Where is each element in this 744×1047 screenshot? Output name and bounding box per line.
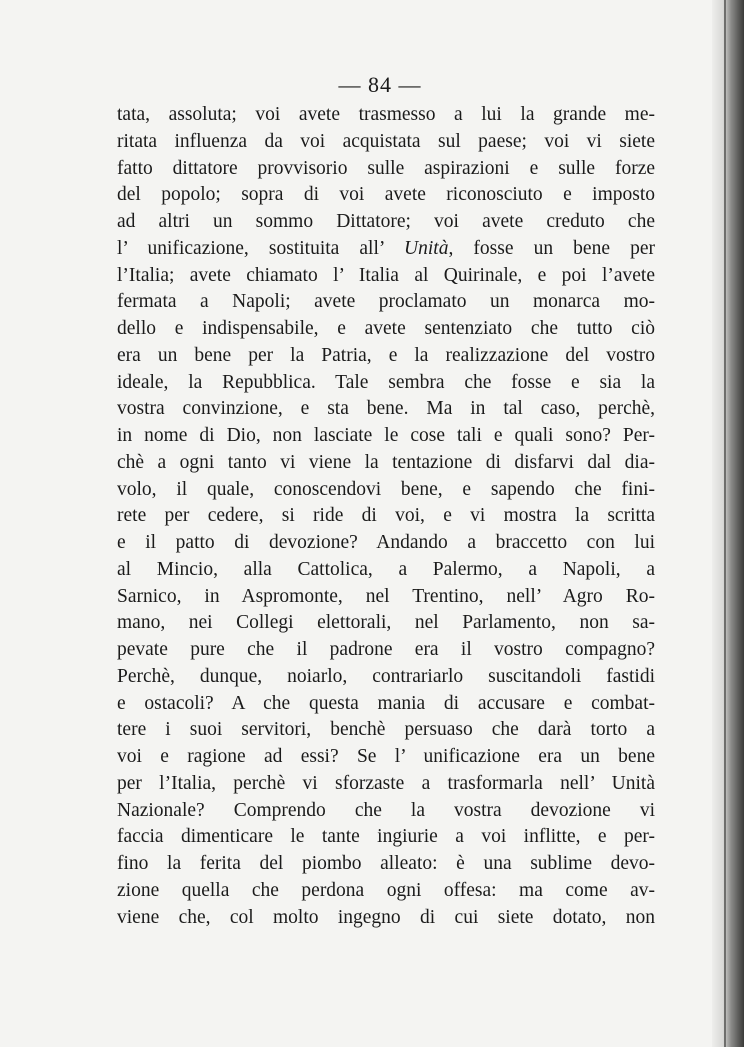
text-line — [117, 396, 655, 423]
text-line — [117, 343, 655, 370]
text-segment: Perchè, dunque, noiarlo, contrariarlo suscitandoli fastidi — [117, 665, 655, 687]
text-segment: tere i suoi servitori, benchè persuaso che darà torto a — [117, 719, 655, 741]
text-line — [117, 744, 655, 771]
text-line — [117, 798, 655, 825]
text-segment: fatto dittatore provvisorio sulle aspirazioni e sulle forze — [117, 157, 655, 179]
text-line — [117, 664, 655, 691]
text-segment: e il patto di devozione? Andando a braccetto con lui — [117, 532, 655, 553]
text-segment: al Mincio, alla Cattolica, a Palermo, a Napoli, a — [117, 558, 655, 580]
text-segment: tata, assoluta; voi avete trasmesso a lui la grande me- — [117, 104, 655, 125]
text-line — [117, 316, 655, 343]
text-line — [117, 477, 655, 504]
text-line — [117, 236, 655, 263]
text-line — [117, 450, 655, 477]
binding-line — [724, 0, 726, 1047]
text-line — [117, 905, 655, 932]
text-segment: rete per cedere, si ride di voi, e vi mostra la scritta — [117, 505, 655, 527]
text-line — [117, 129, 655, 156]
text-segment: Sarnico, in Aspromonte, nel Trentino, nell’ Agro Ro- — [117, 585, 655, 607]
text-line — [117, 824, 655, 851]
text-segment: ad altri un sommo Dittatore; voi avete creduto che — [117, 211, 655, 232]
text-segment: viene che, col molto ingegno di cui siete dotato, non — [117, 906, 655, 928]
page-edge — [712, 0, 744, 1047]
text-line — [117, 691, 655, 718]
text-line — [117, 263, 655, 290]
italic-word: Unità — [404, 237, 449, 259]
text-segment: l’Italia; avete chiamato l’ Italia al Quirinale, e poi l’avete — [117, 264, 655, 286]
text-line — [117, 584, 655, 611]
text-segment: ritata influenza da voi acquistata sul paese; voi vi siete — [117, 130, 655, 152]
text-line — [117, 209, 655, 236]
text-segment: zione quella che perdona ogni offesa: ma come av- — [117, 879, 655, 901]
text-line — [117, 102, 655, 129]
text-segment: fino la ferita del piombo alleato: è una sublime devo- — [117, 853, 655, 874]
page-number: — 84 — — [338, 72, 422, 97]
text-line — [117, 637, 655, 664]
text-line — [117, 610, 655, 637]
text-line — [117, 182, 655, 209]
text-segment: chè a ogni tanto vi viene la tentazione di disfarvi dal dia- — [117, 451, 655, 473]
text-line — [117, 289, 655, 316]
text-segment: , fosse un bene per — [448, 237, 655, 259]
text-segment: pevate pure che il padrone era il vostro compagno? — [117, 639, 655, 660]
text-segment: mano, nei Collegi elettorali, nel Parlamento, non sa- — [117, 612, 655, 634]
text-line — [117, 370, 655, 397]
text-line — [117, 771, 655, 798]
text-segment: Nazionale? Comprendo che la vostra devozione vi — [117, 799, 655, 821]
text-line — [117, 423, 655, 450]
text-line — [117, 156, 655, 183]
text-segment: l’ unificazione, sostituita all’ — [117, 237, 405, 259]
text-segment: e ostacoli? A che questa mania di accusare e combat- — [117, 692, 655, 714]
text-segment: in nome di Dio, non lasciate le cose tali e quali sono? Per- — [117, 425, 655, 446]
text-line — [117, 878, 655, 905]
text-segment: dello e indispensabile, e avete sentenziato che tutto ciò — [117, 318, 655, 339]
text-segment: faccia dimenticare le tante ingiurie a voi inflitte, e per- — [117, 826, 655, 848]
text-segment: era un bene per la Patria, e la realizzazione del vostro — [117, 344, 655, 366]
text-segment: fermata a Napoli; avete proclamato un monarca mo- — [117, 291, 655, 313]
text-line — [117, 503, 655, 530]
text-segment: ideale, la Repubblica. Tale sembra che fosse e sia la — [117, 371, 655, 393]
text-line — [117, 530, 655, 557]
text-segment: per l’Italia, perchè vi sforzaste a trasformarla nell’ Unità — [117, 772, 655, 794]
body-text — [117, 102, 655, 931]
text-line — [117, 851, 655, 878]
text-segment: volo, il quale, conoscendovi bene, e sapendo che fini- — [117, 478, 655, 500]
text-segment: voi e ragione ad essi? Se l’ unificazione era un bene — [117, 746, 655, 767]
text-segment: del popolo; sopra di voi avete riconosciuto e imposto — [117, 184, 655, 206]
text-line — [117, 717, 655, 744]
text-line — [117, 557, 655, 584]
text-segment: vostra convinzione, e sta bene. Ma in tal caso, perchè, — [117, 398, 655, 420]
